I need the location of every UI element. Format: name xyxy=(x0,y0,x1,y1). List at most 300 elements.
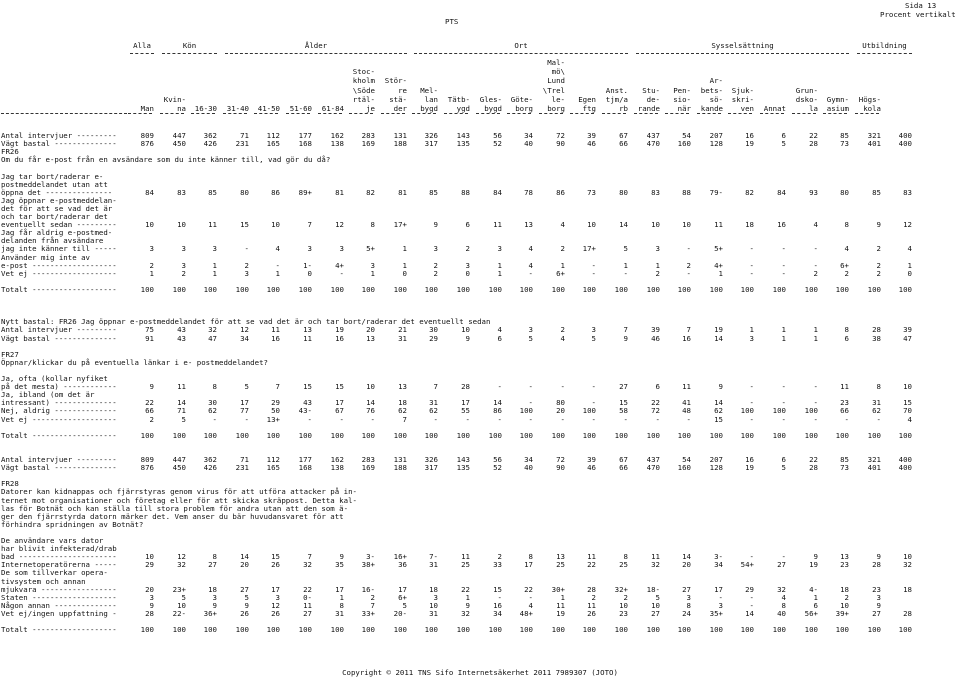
column-header-line: stä- xyxy=(389,94,407,104)
cell-value: 1 xyxy=(339,592,344,602)
cell-value: 128 xyxy=(709,139,723,149)
row-label: Staten ------------------- xyxy=(1,592,117,602)
cell-value: 32 xyxy=(177,560,186,570)
cell-value: 1 xyxy=(813,325,818,335)
cell-value: 3 xyxy=(433,244,438,254)
cell-value: 9 xyxy=(149,600,154,610)
cell-value: 40 xyxy=(524,463,533,473)
cell-value: - xyxy=(749,260,754,270)
cell-value: 162 xyxy=(330,131,344,140)
cell-value: 100 xyxy=(772,284,786,294)
stub-underline xyxy=(1,113,127,114)
cell-value: 86 xyxy=(493,406,502,416)
row-label: De som tillverkar opera- xyxy=(1,568,108,578)
cell-value: 2 xyxy=(876,268,881,278)
cell-value: 30 xyxy=(208,398,217,408)
cell-value: 3 xyxy=(370,260,375,270)
cell-value: 56 xyxy=(493,455,502,464)
cell-value: 16 xyxy=(777,220,786,230)
cell-value: 177 xyxy=(298,455,312,464)
cell-value: 2 xyxy=(465,244,470,254)
cell-value: 165 xyxy=(266,139,280,149)
cell-value: 9 xyxy=(465,333,470,343)
cell-value: 11 xyxy=(303,333,312,343)
cell-value: 100 xyxy=(646,430,660,440)
cell-value: 85 xyxy=(840,131,849,140)
column-header-line: kholm xyxy=(352,76,375,86)
cell-value: 28 xyxy=(461,382,470,392)
cell-value: 84 xyxy=(145,187,154,197)
cell-value: 28 xyxy=(809,139,818,149)
row-label: Använder mig inte av xyxy=(1,252,90,262)
cell-value: 11 xyxy=(271,325,280,335)
cell-value: - xyxy=(339,268,344,278)
cell-value: 100 xyxy=(488,625,502,635)
cell-value: 10 xyxy=(619,600,628,610)
cell-value: 9 xyxy=(149,382,154,392)
cell-value: 4 xyxy=(528,244,533,254)
cell-value: - xyxy=(813,414,818,424)
cell-value: 18- xyxy=(646,584,660,594)
cell-value: 160 xyxy=(677,139,691,149)
cell-value: 32 xyxy=(208,325,217,335)
cell-value: 11 xyxy=(208,220,217,230)
cell-value: 8 xyxy=(212,382,217,392)
cell-value: 4 xyxy=(907,244,912,254)
cell-value: 16 xyxy=(335,333,344,343)
cell-value: 362 xyxy=(203,455,217,464)
cell-value: 1 xyxy=(813,592,818,602)
cell-value: 3 xyxy=(655,244,660,254)
column-header-line: Tätb- xyxy=(447,94,470,104)
cell-value: 18 xyxy=(208,584,217,594)
row-label: Jag tar bort/raderar e- xyxy=(1,171,104,181)
cell-value: 100 xyxy=(804,625,818,635)
row-label: Totalt ------------------- xyxy=(1,430,117,440)
row-label: bad ---------------------- xyxy=(1,552,117,562)
column-underline xyxy=(634,113,658,114)
cell-value: 283 xyxy=(361,131,375,140)
cell-value: 426 xyxy=(203,139,217,149)
cell-value: 11 xyxy=(587,552,596,562)
cell-value: 27 xyxy=(303,608,312,618)
cell-value: 84 xyxy=(493,187,502,197)
cell-value: 20 xyxy=(556,406,565,416)
cell-value: 62 xyxy=(208,406,217,416)
cell-value: 27 xyxy=(682,584,691,594)
cell-value: 22 xyxy=(461,584,470,594)
cell-value: 16 xyxy=(493,600,502,610)
column-header-line: Gles- xyxy=(479,94,502,104)
cell-value: 100 xyxy=(614,284,628,294)
column-header-line: bygd xyxy=(484,104,502,113)
column-underline xyxy=(254,113,278,114)
cell-value: 470 xyxy=(646,463,660,473)
cell-value: 38 xyxy=(872,333,881,343)
cell-value: 100 xyxy=(172,430,186,440)
cell-value: 131 xyxy=(393,131,407,140)
group-underline xyxy=(162,53,217,54)
cell-value: 8 xyxy=(370,220,375,230)
cell-value: - xyxy=(497,382,502,392)
cell-value: 100 xyxy=(740,284,754,294)
cell-value: 66 xyxy=(619,139,628,149)
cell-value: 100 xyxy=(898,430,912,440)
cell-value: 100 xyxy=(519,430,533,440)
cell-value: 437 xyxy=(646,455,660,464)
cell-value: 31 xyxy=(429,608,438,618)
cell-value: - xyxy=(813,244,818,254)
cell-value: 62 xyxy=(429,406,438,416)
cell-value: 18 xyxy=(429,584,438,594)
cell-value: - xyxy=(655,414,660,424)
cell-value: 20 xyxy=(145,584,154,594)
cell-value: 100 xyxy=(140,430,154,440)
cell-value: - xyxy=(686,414,691,424)
cell-value: - xyxy=(844,414,849,424)
cell-value: - xyxy=(370,414,375,424)
cell-value: 283 xyxy=(361,455,375,464)
cell-value: 6 xyxy=(844,333,849,343)
column-underline xyxy=(223,113,247,114)
cell-value: 20- xyxy=(393,608,407,618)
cell-value: 56 xyxy=(493,131,502,140)
cell-value: 100 xyxy=(519,406,533,416)
cell-value: 13 xyxy=(840,552,849,562)
cell-value: 22 xyxy=(303,584,312,594)
cell-value: 36+ xyxy=(203,608,217,618)
cell-value: 100 xyxy=(804,284,818,294)
cell-value: 22 xyxy=(587,560,596,570)
cell-value: 100 xyxy=(677,430,691,440)
cell-value: 86 xyxy=(556,187,565,197)
cell-value: 15 xyxy=(303,382,312,392)
cell-value: 400 xyxy=(898,463,912,473)
cell-value: 14 xyxy=(177,398,186,408)
cell-value: 28 xyxy=(587,584,596,594)
cell-value: 0 xyxy=(307,268,312,278)
cell-value: 62 xyxy=(714,406,723,416)
column-header-line: mö\ xyxy=(551,67,565,77)
cell-value: 47 xyxy=(903,333,912,343)
cell-value: - xyxy=(781,552,786,562)
column-underline xyxy=(444,113,468,114)
cell-value: 1 xyxy=(370,268,375,278)
cell-value: - xyxy=(749,268,754,278)
cell-value: 54 xyxy=(682,131,691,140)
cell-value: 78 xyxy=(524,187,533,197)
group-underline xyxy=(857,53,912,54)
cell-value: 12 xyxy=(271,600,280,610)
cell-value: 8 xyxy=(781,600,786,610)
cell-value: 34 xyxy=(714,560,723,570)
cell-value: 809 xyxy=(140,455,154,464)
cell-value: 8 xyxy=(339,600,344,610)
column-header-line: Sjuk- xyxy=(731,85,754,95)
column-header-line: 16-30 xyxy=(194,104,217,113)
cell-value: 1 xyxy=(212,268,217,278)
row-label: FR26 xyxy=(1,147,19,157)
cell-value: 7 xyxy=(402,414,407,424)
cell-value: 6 xyxy=(465,220,470,230)
cell-value: 52 xyxy=(493,139,502,149)
cell-value: 100 xyxy=(867,430,881,440)
column-underline xyxy=(349,113,373,114)
cell-value: 0 xyxy=(402,268,407,278)
cell-value: 9 xyxy=(876,552,881,562)
cell-value: 1 xyxy=(465,592,470,602)
cell-value: 62 xyxy=(872,406,881,416)
cell-value: 33 xyxy=(493,560,502,570)
cell-value: 2 xyxy=(844,592,849,602)
cell-value: 2 xyxy=(149,414,154,424)
column-header-line: \Söde xyxy=(352,85,375,95)
cell-value: 1 xyxy=(497,260,502,270)
column-header-line: 51-60 xyxy=(289,104,312,113)
group-header: Sysselsättning xyxy=(711,41,774,50)
cell-value: 14 xyxy=(493,398,502,408)
cell-value: 28 xyxy=(809,463,818,473)
cell-value: 5 xyxy=(591,333,596,343)
cell-value: 54+ xyxy=(740,560,754,570)
cell-value: - xyxy=(781,398,786,408)
column-header-line: rb xyxy=(619,104,628,113)
row-label: Totalt ------------------- xyxy=(1,625,117,635)
row-label: ger den fjärrstyrda datorn märker det. Vem anser du bär huvudansvaret för att xyxy=(1,511,344,521)
column-underline xyxy=(823,113,847,114)
cell-value: 8 xyxy=(844,325,849,335)
column-underline xyxy=(318,113,342,114)
cell-value: 14 xyxy=(240,552,249,562)
cell-value: 70 xyxy=(903,406,912,416)
cell-value: 400 xyxy=(898,139,912,149)
cell-value: 11 xyxy=(461,552,470,562)
cell-value: 9 xyxy=(876,220,881,230)
cell-value: 2 xyxy=(876,260,881,270)
cell-value: 23 xyxy=(840,398,849,408)
column-header-line: ftg xyxy=(582,104,596,113)
row-label: Vet ej ------------------- xyxy=(1,268,117,278)
cell-value: 100 xyxy=(804,430,818,440)
cell-value: 2 xyxy=(149,260,154,270)
cell-value: 13 xyxy=(303,325,312,335)
cell-value: 168 xyxy=(298,463,312,473)
column-underline xyxy=(665,113,689,114)
cell-value: 17 xyxy=(335,398,344,408)
cell-value: 9 xyxy=(623,333,628,343)
cell-value: 76 xyxy=(366,406,375,416)
cell-value: 100 xyxy=(172,625,186,635)
column-underline xyxy=(728,113,752,114)
cell-value: 48 xyxy=(682,406,691,416)
cell-value: 100 xyxy=(203,430,217,440)
cell-value: 4- xyxy=(809,584,818,594)
row-label: tivsystem och annan xyxy=(1,576,86,586)
cell-value: 100 xyxy=(330,625,344,635)
cell-value: 10 xyxy=(651,220,660,230)
group-header: Kön xyxy=(182,41,197,50)
cell-value: - xyxy=(749,592,754,602)
cell-value: 10 xyxy=(177,600,186,610)
group-underline xyxy=(636,53,849,54)
cell-value: 100 xyxy=(551,284,565,294)
cell-value: 231 xyxy=(235,463,249,473)
cell-value: 2 xyxy=(560,325,565,335)
cell-value: 177 xyxy=(298,131,312,140)
cell-value: 3 xyxy=(749,333,754,343)
column-header-line: \Trel xyxy=(542,85,565,95)
column-header-line: Stoc- xyxy=(352,67,375,77)
cell-value: 100 xyxy=(709,284,723,294)
cell-value: 35 xyxy=(335,560,344,570)
row-label: Någon annan -------------- xyxy=(1,600,117,610)
cell-value: 3 xyxy=(433,592,438,602)
cell-value: 100 xyxy=(867,625,881,635)
cell-value: 40 xyxy=(524,139,533,149)
cell-value: 17+ xyxy=(393,220,407,230)
cell-value: 10 xyxy=(840,600,849,610)
cell-value: - xyxy=(813,260,818,270)
cell-value: 5 xyxy=(181,414,186,424)
cell-value: 10 xyxy=(429,600,438,610)
cell-value: 165 xyxy=(266,463,280,473)
column-header-line: Man xyxy=(140,104,154,113)
column-header-line: rande xyxy=(637,104,660,113)
cell-value: 2 xyxy=(497,552,502,562)
cell-value: 321 xyxy=(867,455,881,464)
row-label: FR28 xyxy=(1,479,19,489)
cell-value: 0- xyxy=(303,592,312,602)
cell-value: 6 xyxy=(497,333,502,343)
cell-value: 32 xyxy=(651,560,660,570)
cell-value: 2 xyxy=(433,260,438,270)
cell-value: 4 xyxy=(528,260,533,270)
cell-value: 90 xyxy=(556,139,565,149)
row-label: De användare vars dator xyxy=(1,536,104,545)
cell-value: 2 xyxy=(844,268,849,278)
cell-value: 100 xyxy=(235,625,249,635)
cell-value: 326 xyxy=(424,131,438,140)
cell-value: 9 xyxy=(718,382,723,392)
cell-value: 7 xyxy=(686,325,691,335)
cell-value: 9 xyxy=(339,552,344,562)
cell-value: 15 xyxy=(493,584,502,594)
cell-value: 1 xyxy=(907,260,912,270)
cell-value: 27 xyxy=(240,584,249,594)
group-underline xyxy=(130,53,154,54)
cell-value: 3 xyxy=(307,244,312,254)
cell-value: 4 xyxy=(813,220,818,230)
cell-value: 437 xyxy=(646,131,660,140)
column-underline xyxy=(412,113,436,114)
cell-value: 81 xyxy=(335,187,344,197)
cell-value: 14 xyxy=(714,398,723,408)
row-label: och tar bort/raderar det xyxy=(1,212,108,221)
cell-value: 3 xyxy=(149,592,154,602)
cell-value: 26 xyxy=(587,608,596,618)
cell-value: 100 xyxy=(456,430,470,440)
cell-value: 72 xyxy=(556,455,565,464)
cell-value: 5 xyxy=(781,139,786,149)
cell-value: 5+ xyxy=(366,244,375,254)
cell-value: 89+ xyxy=(298,187,312,197)
cell-value: 100 xyxy=(488,284,502,294)
cell-value: 31 xyxy=(872,398,881,408)
cell-value: 7 xyxy=(275,382,280,392)
cell-value: 10 xyxy=(587,220,596,230)
cell-value: - xyxy=(686,268,691,278)
cell-value: 32 xyxy=(903,560,912,570)
column-underline xyxy=(128,113,152,114)
cell-value: 7 xyxy=(370,600,375,610)
cell-value: 66 xyxy=(619,463,628,473)
cell-value: 67 xyxy=(335,406,344,416)
cell-value: 85 xyxy=(429,187,438,197)
column-header-line: 31-40 xyxy=(226,104,249,113)
cell-value: 16 xyxy=(745,455,754,464)
cell-value: 11 xyxy=(303,600,312,610)
cell-value: 1 xyxy=(402,260,407,270)
cell-value: 326 xyxy=(424,455,438,464)
cell-value: 876 xyxy=(140,463,154,473)
group-header: Alla xyxy=(133,41,151,50)
cell-value: - xyxy=(560,414,565,424)
cell-value: 41 xyxy=(682,398,691,408)
cell-value: 3 xyxy=(212,592,217,602)
cell-value: - xyxy=(528,398,533,408)
cell-value: 6 xyxy=(781,131,786,140)
cell-value: 100 xyxy=(330,430,344,440)
cell-value: 80 xyxy=(556,398,565,408)
cell-value: 100 xyxy=(456,284,470,294)
cell-value: 72 xyxy=(651,406,660,416)
cell-value: 36 xyxy=(398,560,407,570)
cell-value: 4 xyxy=(781,592,786,602)
row-label: las för Botnät och kan ställa till stora problem för andra utan att den som ä- xyxy=(1,503,349,513)
cell-value: 321 xyxy=(867,131,881,140)
cell-value: 39 xyxy=(587,131,596,140)
column-underline xyxy=(697,113,721,114)
cell-value: 46 xyxy=(587,139,596,149)
cell-value: 80 xyxy=(840,187,849,197)
cell-value: 4+ xyxy=(335,260,344,270)
cell-value: 93 xyxy=(809,187,818,197)
row-label: Vet ej ------------------- xyxy=(1,414,117,424)
column-header-line: Göte- xyxy=(510,94,533,104)
cell-value: 48+ xyxy=(519,608,533,618)
cell-value: 18 xyxy=(903,584,912,594)
cell-value: - xyxy=(339,414,344,424)
cell-value: 3 xyxy=(181,244,186,254)
cell-value: 66 xyxy=(840,406,849,416)
cell-value: 20 xyxy=(240,560,249,570)
cell-value: - xyxy=(813,382,818,392)
cell-value: 5 xyxy=(402,600,407,610)
cell-value: 143 xyxy=(456,455,470,464)
cell-value: - xyxy=(781,260,786,270)
cell-value: - xyxy=(528,592,533,602)
column-underline xyxy=(570,113,594,114)
cell-value: 100 xyxy=(172,284,186,294)
row-label: på det mesta) ------------ xyxy=(1,382,117,392)
group-header: Ålder xyxy=(304,41,328,50)
cell-value: 12 xyxy=(177,552,186,562)
cell-value: - xyxy=(528,414,533,424)
cell-value: 100 xyxy=(330,284,344,294)
cell-value: 100 xyxy=(835,430,849,440)
cell-value: 11 xyxy=(587,600,596,610)
cell-value: 26 xyxy=(240,608,249,618)
